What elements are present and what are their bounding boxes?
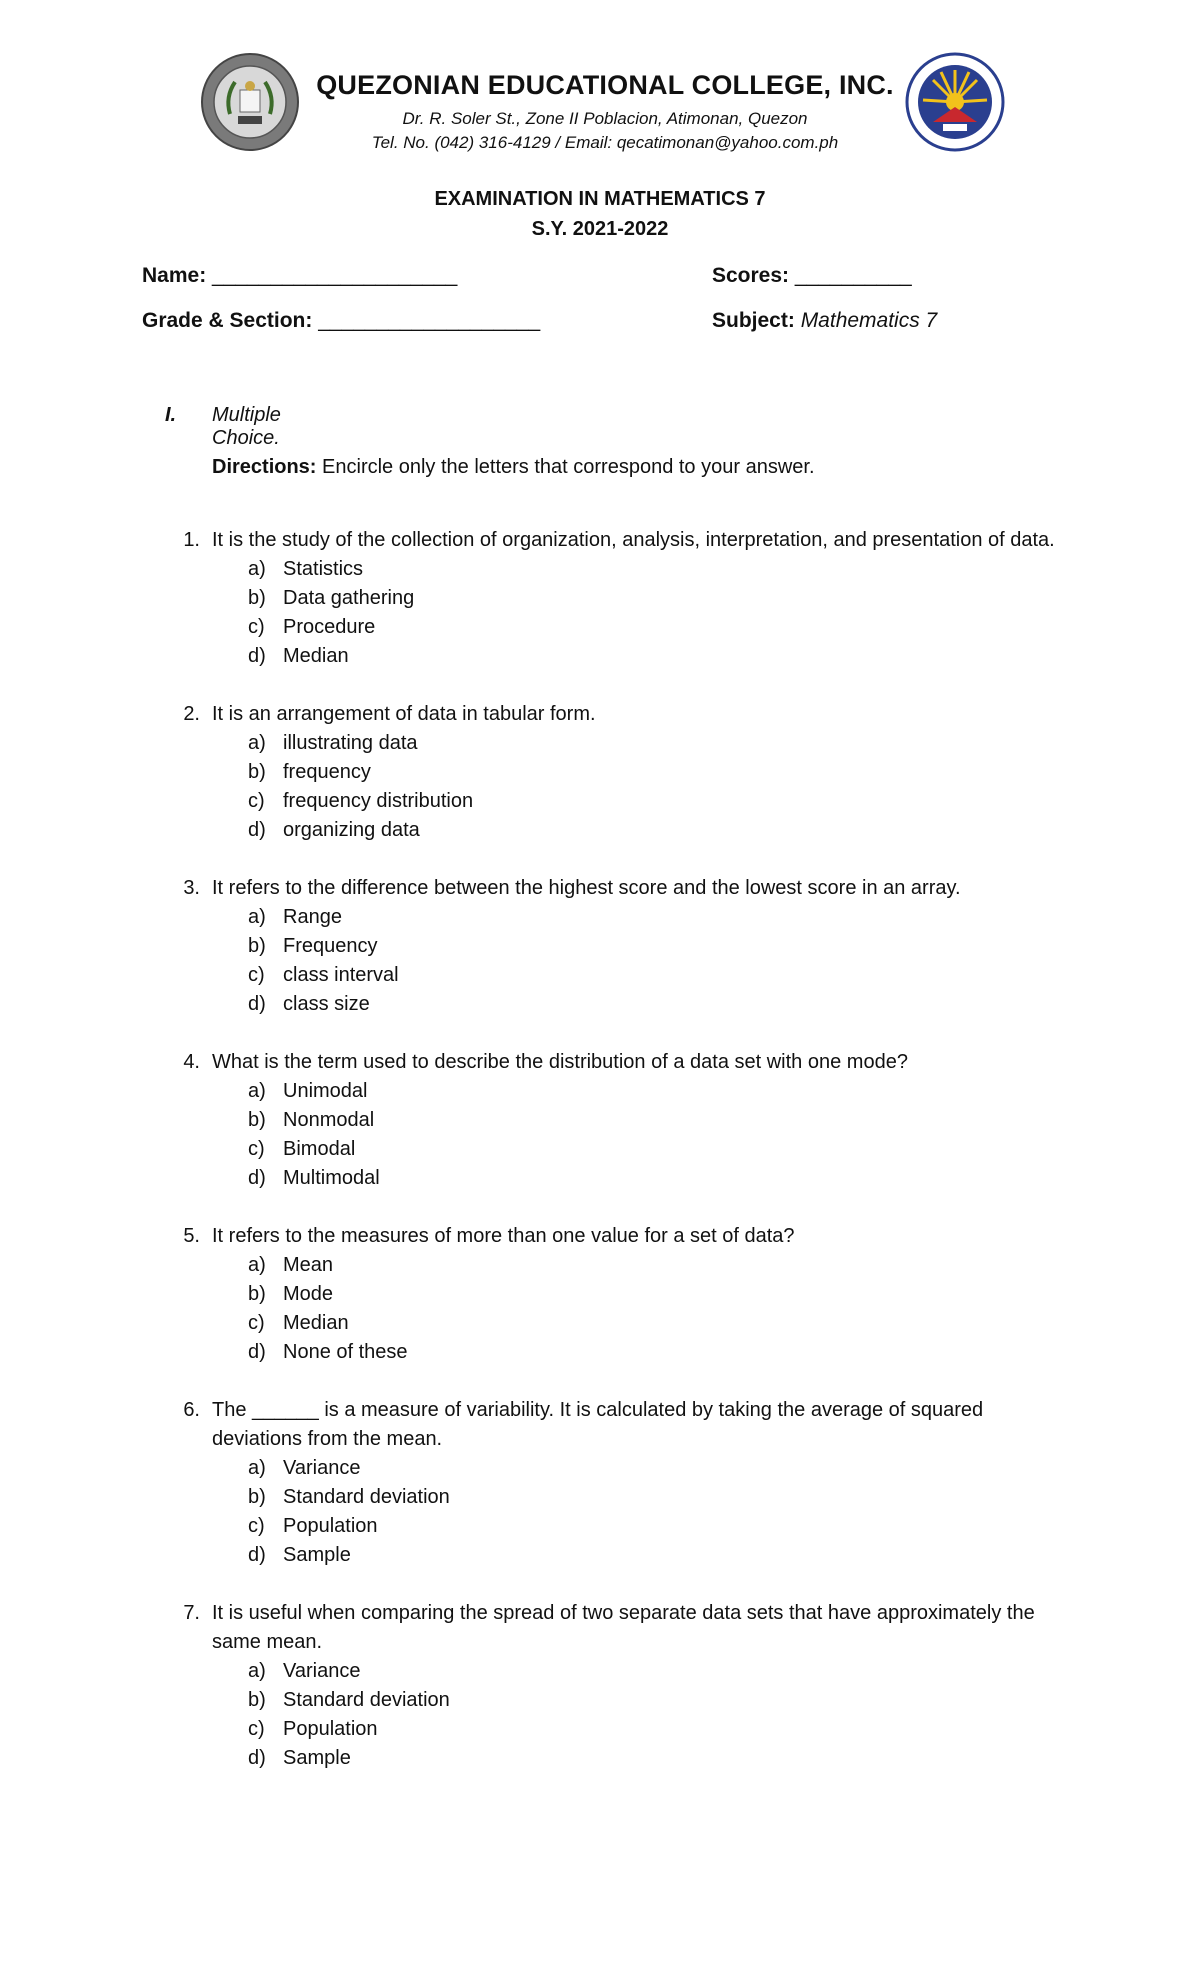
answer-choice[interactable] — [212, 932, 1070, 961]
name-label: Name: — [142, 264, 207, 287]
choice-letter[interactable]: b) — [248, 1486, 266, 1508]
choice-letter[interactable]: c) — [248, 1312, 265, 1334]
choice-letter[interactable]: a) — [248, 1660, 266, 1682]
choice-text: class size — [283, 993, 370, 1015]
question-text: It is an arrangement of data in tabular form. — [212, 703, 596, 725]
grade-section-field[interactable] — [142, 309, 540, 333]
choice-letter[interactable]: d) — [248, 993, 266, 1015]
answer-choice[interactable] — [212, 1541, 1070, 1570]
subject-value: Mathematics 7 — [800, 309, 938, 332]
answer-choice[interactable] — [212, 1338, 1070, 1367]
choice-letter[interactable]: c) — [248, 1515, 265, 1537]
question-number: 2. — [183, 703, 200, 725]
choice-letter[interactable]: a) — [248, 558, 266, 580]
question-item — [170, 526, 1070, 671]
choice-letter[interactable]: b) — [248, 587, 266, 609]
answer-choice[interactable] — [212, 1280, 1070, 1309]
choice-text: frequency distribution — [283, 790, 474, 812]
subject-field — [712, 309, 937, 333]
choice-text: Population — [283, 1515, 378, 1537]
answer-choice[interactable] — [212, 1512, 1070, 1541]
answer-choice[interactable] — [212, 584, 1070, 613]
question-item — [170, 874, 1070, 1019]
choice-text: Variance — [283, 1660, 361, 1682]
scores-blank[interactable]: __________ — [794, 264, 912, 287]
choice-letter[interactable]: d) — [248, 1747, 266, 1769]
question-text: What is the term used to describe the distribution of a data set with one mode? — [212, 1051, 908, 1073]
choice-letter[interactable]: d) — [248, 645, 266, 667]
answer-choice[interactable] — [212, 1744, 1070, 1773]
choice-letter[interactable]: d) — [248, 819, 266, 841]
choice-letter[interactable]: b) — [248, 1689, 266, 1711]
answer-choice[interactable] — [212, 555, 1070, 584]
question-number: 4. — [183, 1051, 200, 1073]
answer-choice[interactable] — [212, 1483, 1070, 1512]
choice-text: Mode — [283, 1283, 334, 1305]
grade-section-blank[interactable]: ___________________ — [318, 309, 541, 332]
answer-choice[interactable] — [212, 961, 1070, 990]
college-header-text — [310, 70, 900, 155]
question-list — [170, 526, 1070, 1802]
answer-choice[interactable] — [212, 1251, 1070, 1280]
question-text: It is the study of the collection of organization, analysis, interpretation, and presentation of data. — [212, 529, 1055, 551]
scores-field[interactable] — [712, 264, 912, 288]
question-text: It refers to the difference between the highest score and the lowest score in an array. — [212, 877, 961, 899]
choice-text: Bimodal — [283, 1138, 356, 1160]
answer-choice[interactable] — [212, 758, 1070, 787]
answer-choice[interactable] — [212, 1309, 1070, 1338]
choice-text: Statistics — [283, 558, 364, 580]
question-number: 6. — [183, 1399, 200, 1421]
question-number: 1. — [183, 529, 200, 551]
letterhead — [200, 50, 1010, 160]
choice-text: Frequency — [283, 935, 378, 957]
question-item — [170, 1222, 1070, 1367]
choice-text: Nonmodal — [283, 1109, 375, 1131]
scores-label: Scores: — [712, 264, 790, 287]
section-number: I. — [165, 404, 177, 426]
question-number: 7. — [183, 1602, 200, 1624]
choice-text: Unimodal — [283, 1080, 368, 1102]
answer-choice[interactable] — [212, 1164, 1070, 1193]
choice-text: Standard deviation — [283, 1486, 450, 1508]
choice-text: Median — [283, 645, 349, 667]
question-number: 3. — [183, 877, 200, 899]
question-item — [170, 1396, 1070, 1570]
choice-letter[interactable]: c) — [248, 1718, 265, 1740]
question-item — [170, 1048, 1070, 1193]
answer-choice[interactable] — [212, 642, 1070, 671]
choice-letter[interactable]: c) — [248, 1138, 265, 1160]
answer-choice[interactable] — [212, 1106, 1070, 1135]
answer-choice[interactable] — [212, 1135, 1070, 1164]
answer-choice[interactable] — [212, 729, 1070, 758]
name-field[interactable] — [142, 264, 457, 288]
name-blank[interactable]: _____________________ — [212, 264, 458, 287]
choice-text: Multimodal — [283, 1167, 380, 1189]
school-year: S.Y. 2021-2022 — [531, 218, 669, 240]
directions-text: Encircle only the letters that correspond to your answer. — [322, 456, 815, 478]
choice-text: Data gathering — [283, 587, 415, 609]
question-item — [170, 700, 1070, 845]
choice-letter[interactable]: c) — [248, 616, 265, 638]
choice-letter[interactable]: a) — [248, 906, 266, 928]
choice-letter[interactable]: a) — [248, 1457, 266, 1479]
choice-text: organizing data — [283, 819, 420, 841]
question-text: The ______ is a measure of variability. It is calculated by taking the average of squared deviations from the mean. — [212, 1399, 984, 1450]
choice-text: Sample — [283, 1747, 351, 1769]
choice-text: Range — [283, 906, 342, 928]
directions-label: Directions: — [212, 456, 317, 478]
question-number: 5. — [183, 1225, 200, 1247]
choice-letter[interactable]: b) — [248, 761, 266, 783]
choice-text: None of these — [283, 1341, 408, 1363]
ched-seal-icon — [905, 52, 1005, 152]
choice-letter[interactable]: a) — [248, 1080, 266, 1102]
choice-letter[interactable]: d) — [248, 1167, 266, 1189]
choice-text: Procedure — [283, 616, 376, 638]
choice-text: class interval — [283, 964, 399, 986]
choice-text: Standard deviation — [283, 1689, 450, 1711]
exam-title: EXAMINATION IN MATHEMATICS 7 — [434, 188, 766, 210]
answer-choice[interactable] — [212, 990, 1070, 1019]
question-item — [170, 1599, 1070, 1773]
choice-letter[interactable]: d) — [248, 1544, 266, 1566]
choice-text: illustrating data — [283, 732, 418, 754]
choice-letter[interactable]: b) — [248, 935, 266, 957]
section-title: Multiple Choice. — [212, 404, 281, 449]
exam-title-block — [0, 184, 1200, 244]
choice-letter[interactable]: a) — [248, 732, 266, 754]
answer-choice[interactable] — [212, 1686, 1070, 1715]
answer-choice[interactable] — [212, 613, 1070, 642]
choice-letter[interactable]: c) — [248, 790, 265, 812]
question-text: It refers to the measures of more than one value for a set of data? — [212, 1225, 795, 1247]
grade-section-label: Grade & Section: — [142, 309, 313, 332]
choice-text: Mean — [283, 1254, 334, 1276]
choice-letter[interactable]: b) — [248, 1109, 266, 1131]
choice-letter[interactable]: b) — [248, 1283, 266, 1305]
choice-text: Median — [283, 1312, 349, 1334]
answer-choice[interactable] — [212, 903, 1070, 932]
subject-label: Subject: — [712, 309, 795, 332]
choice-letter[interactable]: d) — [248, 1341, 266, 1363]
choice-letter[interactable]: a) — [248, 1254, 266, 1276]
question-text: It is useful when comparing the spread of two separate data sets that have approximately the same mean. — [212, 1602, 1035, 1653]
school-seal-icon — [200, 52, 300, 152]
college-address: Dr. R. Soler St., Zone II Poblacion, Atimonan, Quezon — [402, 109, 808, 128]
answer-choice[interactable] — [212, 1657, 1070, 1686]
choice-text: frequency — [283, 761, 371, 783]
directions — [212, 456, 815, 479]
choice-text: Sample — [283, 1544, 351, 1566]
answer-choice[interactable] — [212, 816, 1070, 845]
choice-text: Population — [283, 1718, 378, 1740]
answer-choice[interactable] — [212, 1454, 1070, 1483]
answer-choice[interactable] — [212, 787, 1070, 816]
choice-letter[interactable]: c) — [248, 964, 265, 986]
college-contact: Tel. No. (042) 316-4129 / Email: qecatimonan@yahoo.com.ph — [371, 133, 839, 152]
choice-text: Variance — [283, 1457, 361, 1479]
college-name: QUEZONIAN EDUCATIONAL COLLEGE, INC. — [316, 70, 894, 100]
answer-choice[interactable] — [212, 1715, 1070, 1744]
answer-choice[interactable] — [212, 1077, 1070, 1106]
